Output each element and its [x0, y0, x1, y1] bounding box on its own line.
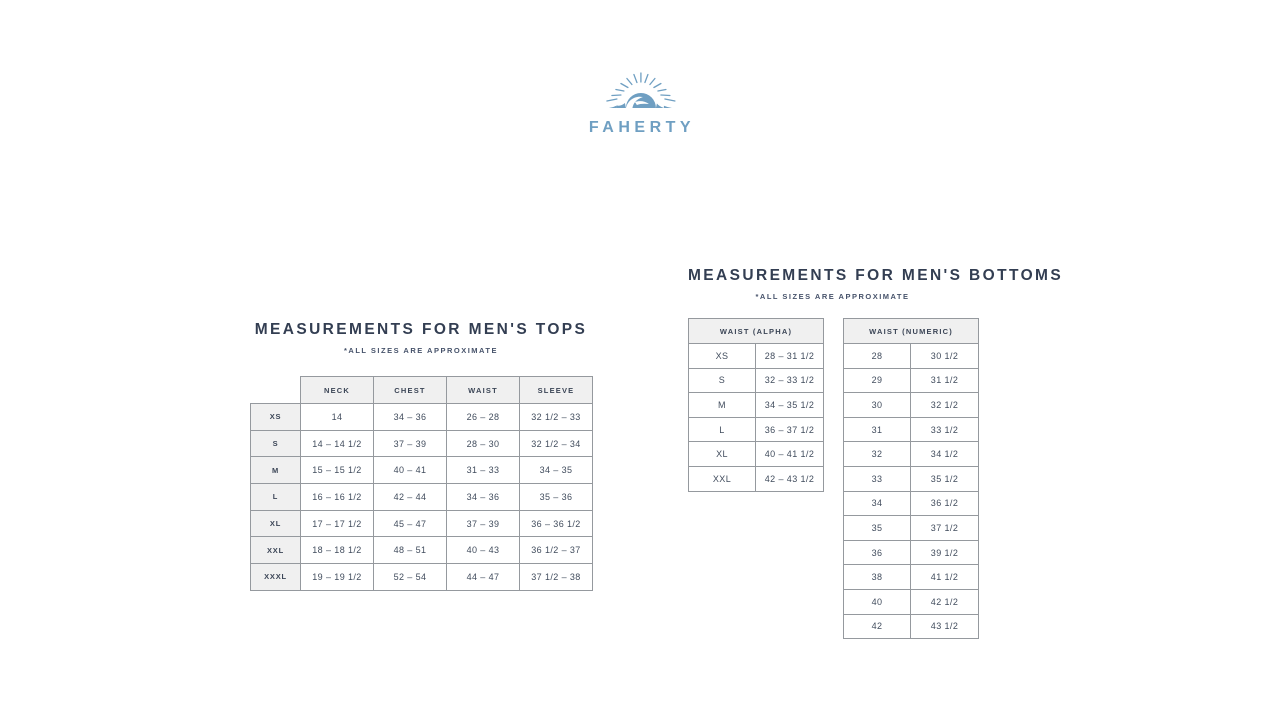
corner-spacer: [251, 377, 301, 404]
measurement-cell: 34 1/2: [911, 442, 979, 467]
measurement-cell: 32 1/2 – 33: [520, 404, 593, 431]
measurement-cell: 40 – 41: [374, 457, 447, 484]
measurement-cell: 28 – 30: [447, 430, 520, 457]
measurement-cell: 40 – 43: [447, 537, 520, 564]
bottoms-tables: [688, 318, 977, 639]
measurement-cell: 31 – 33: [447, 457, 520, 484]
waist-alpha-header: WAIST (ALPHA): [689, 319, 824, 344]
measurement-cell: 26 – 28: [447, 404, 520, 431]
size-label: 29: [844, 368, 911, 393]
table-row-m: [251, 457, 593, 484]
size-label: 28: [844, 344, 911, 369]
table-row-s: [251, 430, 593, 457]
measurement-cell: 42 1/2: [911, 589, 979, 614]
size-label: S: [251, 430, 301, 457]
measurement-cell: 17 – 17 1/2: [301, 510, 374, 537]
measurement-cell: 28 – 31 1/2: [756, 344, 824, 369]
size-label: 35: [844, 516, 911, 541]
measurement-cell: 45 – 47: [374, 510, 447, 537]
table-row: [844, 466, 979, 491]
size-label: 40: [844, 589, 911, 614]
size-label: XXL: [251, 537, 301, 564]
measurement-cell: 37 1/2 – 38: [520, 564, 593, 591]
column-header-neck: NECK: [301, 377, 374, 404]
table-row: [689, 466, 824, 491]
size-label: XXL: [689, 466, 756, 491]
column-header-chest: CHEST: [374, 377, 447, 404]
size-label: XXXL: [251, 564, 301, 591]
measurement-cell: 36 1/2 – 37: [520, 537, 593, 564]
table-row: [844, 417, 979, 442]
tops-subtitle: *ALL SIZES ARE APPROXIMATE: [343, 346, 498, 355]
measurement-cell: 43 1/2: [911, 614, 979, 639]
table-row-xxxl: [251, 564, 593, 591]
tops-header-row: [251, 377, 593, 404]
measurement-cell: 19 – 19 1/2: [301, 564, 374, 591]
size-label: L: [689, 417, 756, 442]
column-header-waist: WAIST: [447, 377, 520, 404]
measurement-cell: 39 1/2: [911, 540, 979, 565]
measurement-cell: 34 – 36: [374, 404, 447, 431]
tops-section: [250, 321, 592, 591]
measurement-cell: 36 – 37 1/2: [756, 417, 824, 442]
table-row: [844, 540, 979, 565]
size-label: XS: [689, 344, 756, 369]
size-label: 32: [844, 442, 911, 467]
measurement-cell: 30 1/2: [911, 344, 979, 369]
size-label: 31: [844, 417, 911, 442]
table-row-l: [251, 484, 593, 511]
table-row: [689, 417, 824, 442]
table-row: [844, 565, 979, 590]
size-label: 36: [844, 540, 911, 565]
size-label: S: [689, 368, 756, 393]
column-header-sleeve: SLEEVE: [520, 377, 593, 404]
size-label: 38: [844, 565, 911, 590]
measurement-cell: 32 – 33 1/2: [756, 368, 824, 393]
table-row: [844, 491, 979, 516]
measurement-cell: 34 – 36: [447, 484, 520, 511]
table-row: [844, 393, 979, 418]
measurement-cell: 34 – 35 1/2: [756, 393, 824, 418]
size-label: 42: [844, 614, 911, 639]
measurement-cell: 16 – 16 1/2: [301, 484, 374, 511]
measurement-cell: 18 – 18 1/2: [301, 537, 374, 564]
table-row: [844, 614, 979, 639]
measurement-cell: 40 – 41 1/2: [756, 442, 824, 467]
size-label: M: [689, 393, 756, 418]
measurement-cell: 34 – 35: [520, 457, 593, 484]
measurement-cell: 41 1/2: [911, 565, 979, 590]
table-row: [844, 344, 979, 369]
table-row-xxl: [251, 537, 593, 564]
table-row: [844, 516, 979, 541]
brand-logo: [585, 70, 695, 137]
table-row: [844, 442, 979, 467]
measurement-cell: 37 1/2: [911, 516, 979, 541]
tops-size-table: [250, 376, 593, 591]
measurement-cell: 35 1/2: [911, 466, 979, 491]
bottoms-section: [688, 267, 1064, 639]
measurement-cell: 42 – 44: [374, 484, 447, 511]
brand-wordmark: FAHERTY: [588, 119, 696, 136]
size-label: L: [251, 484, 301, 511]
measurement-cell: 14 – 14 1/2: [301, 430, 374, 457]
tops-title: MEASUREMENTS FOR MEN'S TOPS: [254, 321, 588, 338]
measurement-cell: 52 – 54: [374, 564, 447, 591]
sunrise-wave-icon: [595, 70, 685, 117]
measurement-cell: 48 – 51: [374, 537, 447, 564]
table-row-xl: [251, 510, 593, 537]
size-label: XL: [251, 510, 301, 537]
measurement-cell: 44 – 47: [447, 564, 520, 591]
table-row: [689, 442, 824, 467]
table-row: [689, 368, 824, 393]
measurement-cell: 37 – 39: [374, 430, 447, 457]
measurement-cell: 37 – 39: [447, 510, 520, 537]
size-label: 34: [844, 491, 911, 516]
measurement-cell: 15 – 15 1/2: [301, 457, 374, 484]
waist-numeric-table: [843, 318, 979, 639]
measurement-cell: 32 1/2: [911, 393, 979, 418]
measurement-cell: 36 1/2: [911, 491, 979, 516]
table-row: [689, 344, 824, 369]
waist-alpha-table: [688, 318, 824, 492]
size-label: M: [251, 457, 301, 484]
size-label: 30: [844, 393, 911, 418]
measurement-cell: 32 1/2 – 34: [520, 430, 593, 457]
size-label: XL: [689, 442, 756, 467]
table-row: [844, 589, 979, 614]
measurement-cell: 35 – 36: [520, 484, 593, 511]
waist-numeric-header: WAIST (NUMERIC): [844, 319, 979, 344]
measurement-cell: 36 – 36 1/2: [520, 510, 593, 537]
bottoms-title: MEASUREMENTS FOR MEN'S BOTTOMS: [688, 267, 1064, 284]
size-label: 33: [844, 466, 911, 491]
measurement-cell: 14: [301, 404, 374, 431]
size-label: XS: [251, 404, 301, 431]
table-row: [844, 368, 979, 393]
measurement-cell: 42 – 43 1/2: [756, 466, 824, 491]
bottoms-subtitle: *ALL SIZES ARE APPROXIMATE: [755, 292, 910, 301]
table-row: [689, 393, 824, 418]
measurement-cell: 31 1/2: [911, 368, 979, 393]
table-row-xs: [251, 404, 593, 431]
measurement-cell: 33 1/2: [911, 417, 979, 442]
